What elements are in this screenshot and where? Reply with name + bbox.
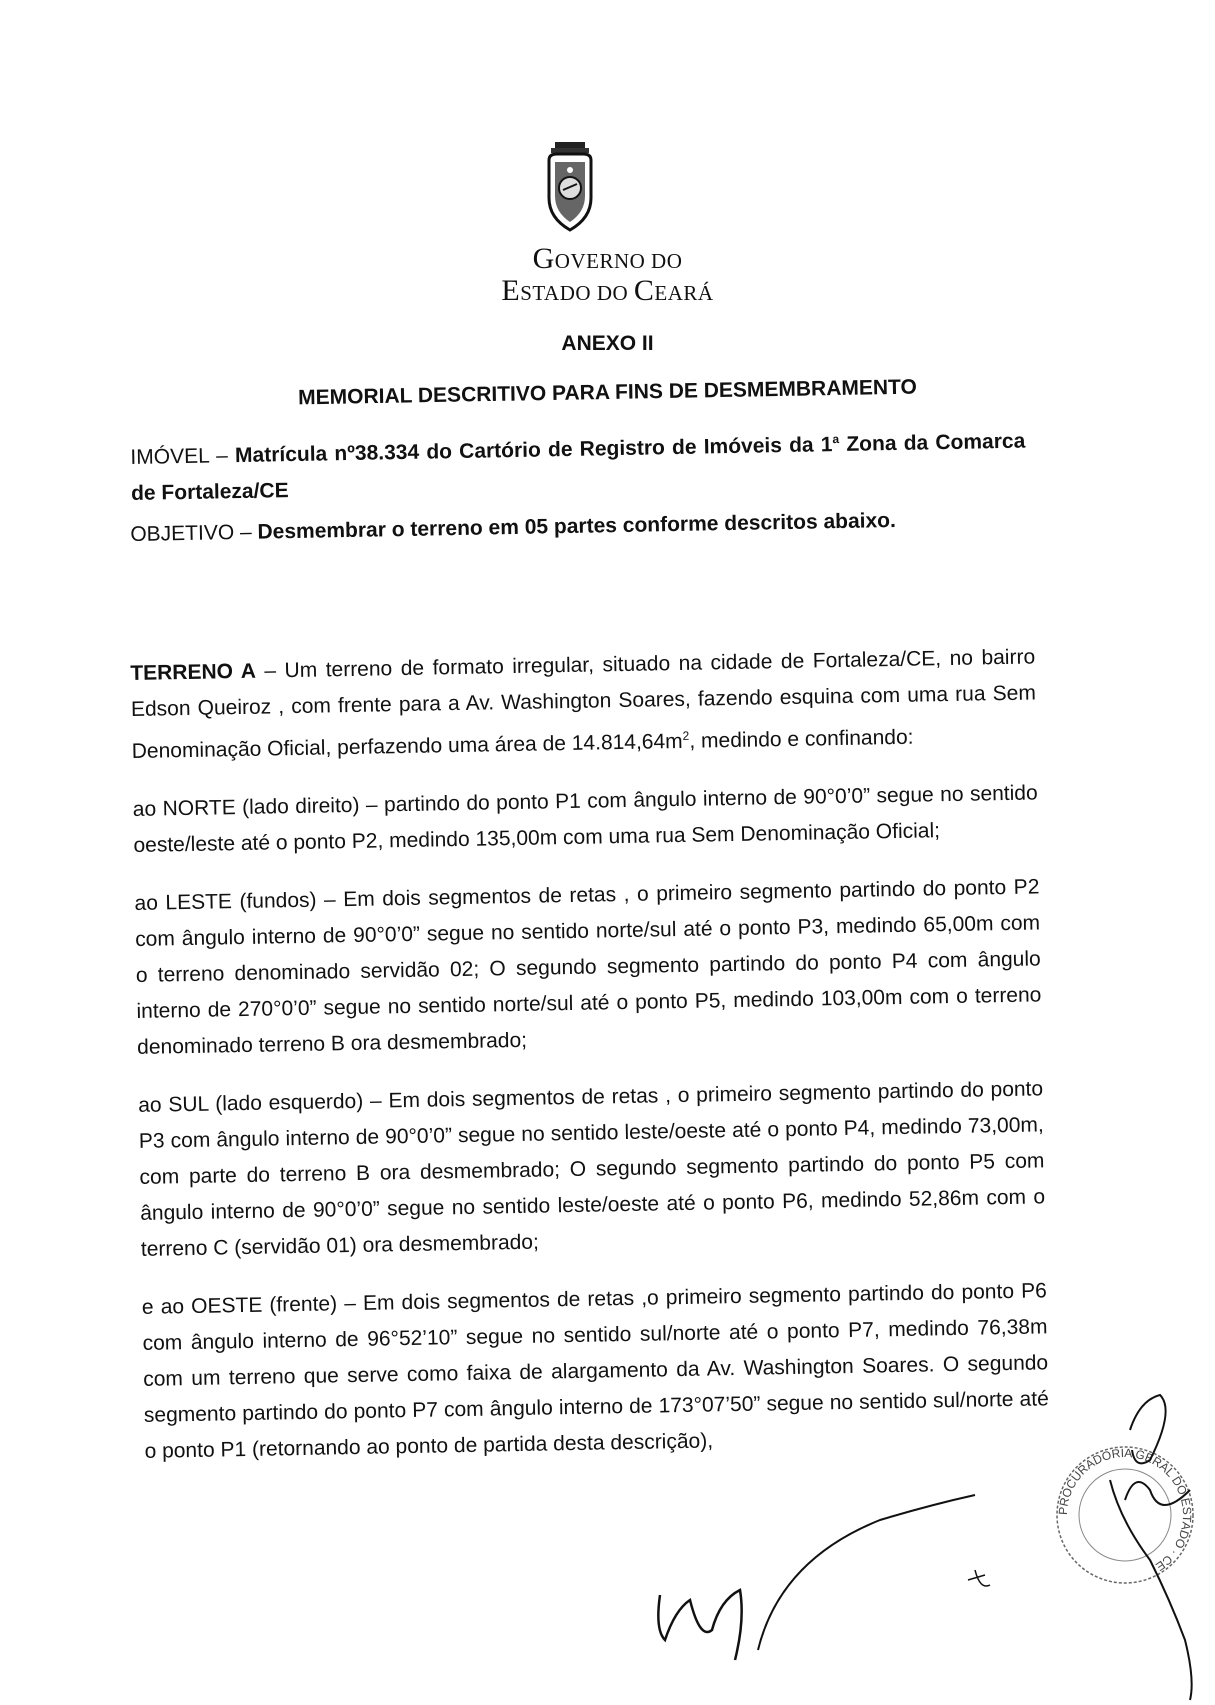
objective-text: Desmembrar o terreno em 05 partes conforme descritos abaixo. bbox=[257, 508, 897, 544]
boundary-north: ao NORTE (lado direito) – partindo do ponto P1 com ângulo interno de 90°0’0” segue no sentido oeste/leste até o ponto P2, medindo 135,00m com uma rua Sem Denominação Oficial; bbox=[132, 781, 1038, 857]
procuradoria-stamp-icon bbox=[1050, 1440, 1200, 1590]
annex-title: ANEXO II bbox=[561, 332, 654, 355]
ceara-coat-of-arms-icon bbox=[537, 140, 603, 235]
boundary-south: ao SUL (lado esquerdo) – Em dois segmentos de retas , o primeiro segmento partindo do ponto P3 com ângulo interno de 90°0’0” segue no sentido leste/oeste até o ponto P4, medindo 73,00m, com parte do terreno B ora desmembrado; O segundo segmento partindo do ponto P5 com ângulo interno de 90°0’0” segue no sentido leste/oeste até o ponto P6, medindo 52,86m com o terreno C (servidão 01) ora desmembrado; bbox=[138, 1077, 1046, 1261]
government-title-line-1: GOVERNO DO bbox=[532, 242, 683, 275]
boundary-west: e ao OESTE (frente) – Em dois segmentos de retas ,o primeiro segmento partindo do ponto P6 com ângulo interno de 96°52’10” segue no sentido sul/norte até o ponto P7, medindo 76,38m com um terreno que serve como faixa de alargamento da Av. Washington Soares. O segundo segmento partindo do ponto P7 com ângulo interno de 173°07’50” segue no sentido sul/norte até o ponto P1 (retornando ao ponto de partida desta descrição), bbox=[141, 1279, 1049, 1463]
objective-label: OBJETIVO bbox=[130, 521, 235, 546]
terreno-a-label: TERRENO A bbox=[130, 659, 257, 685]
objective-section: OBJETIVO – Desmembrar o terreno em 05 partes conforme descritos abaixo. bbox=[130, 508, 897, 546]
property-text: Matrícula nº38.334 do Cartório de Registro de Imóveis da 1 bbox=[234, 433, 833, 468]
terreno-a-section bbox=[130, 639, 1050, 1491]
government-title-line-2: ESTADO DO CEARÁ bbox=[501, 274, 714, 307]
property-section: IMÓVEL – Matrícula nº38.334 do Cartório de Registro de Imóveis da 1$^a$ Zona da Comarca de Fortaleza/CE bbox=[130, 429, 1026, 505]
property-label: IMÓVEL bbox=[130, 444, 210, 469]
svg-text:PROCURADORIA GERAL DO ESTADO ·: PROCURADORIA GERAL DO ESTADO · CE bbox=[1055, 1445, 1195, 1574]
memorial-title: MEMORIAL DESCRITIVO PARA FINS DE DESMEMBRAMENTO bbox=[297, 375, 918, 410]
boundary-east: ao LESTE (fundos) – Em dois segmentos de retas , o primeiro segmento partindo do ponto P2 com ângulo interno de 90°0’0” segue no sentido norte/sul até o ponto P3, medindo 65,00m com o terreno denominado servidão 02; O segundo segmento partindo do ponto P4 com ângulo interno de 270°0’0” segue no sentido norte/sul até o ponto P5, medindo 103,00m com o terreno denominado terreno B ora desmembrado; bbox=[134, 875, 1042, 1059]
terreno-a-intro: TERRENO A – Um terreno de formato irregular, situado na cidade de Fortaleza/CE, no bairro Edson Queiroz , com frente para a Av. Washington Soares, fazendo esquina com uma rua Sem Denominação Oficial, perfazendo uma área de $14.814,64m^2$, medindo e confinando: bbox=[130, 645, 1037, 763]
